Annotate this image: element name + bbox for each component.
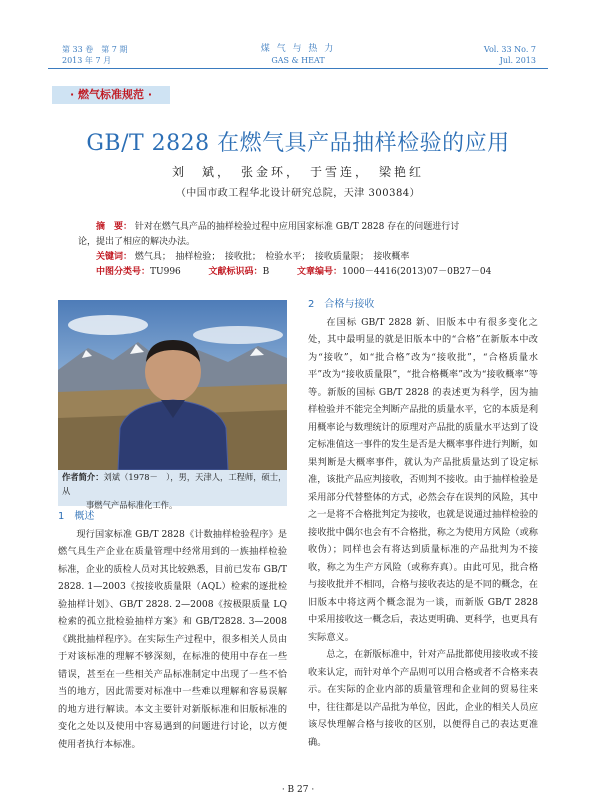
- section-2-paragraph-1: [308, 314, 538, 647]
- section-tag: · 燃气标准规范 ·: [52, 86, 170, 104]
- caption-line1: [58, 470, 287, 498]
- section-2-text-line: 念混为一谈，而新版 GB/T 2828 中采用接收这一概: [308, 596, 538, 625]
- classification-line: [78, 265, 524, 280]
- abstract-line: [78, 220, 524, 235]
- header-date: 2013 年 7 月: [62, 56, 112, 65]
- section-2-text-line: 用部分代替整体的方式，必然会存在误判的风险，其: [317, 491, 529, 503]
- header-journal-en: GAS & HEAT: [271, 56, 325, 65]
- section-2-text-line: 中改为“接收”，如“批合格”改为“接收批”，“合格: [308, 334, 538, 363]
- abstract-text-cont: 论，提出了相应的解决办法。: [78, 237, 196, 247]
- section-1-text-line: 2828. 3—2008《跳批抽样程序》。在实际生产过程: [58, 616, 287, 645]
- abstract-label: 摘 要：: [96, 222, 133, 232]
- section-2-text-line: 此，企业的相关人员应该尽快理解合格与接收的区: [308, 701, 539, 730]
- section-2-text-line: 真）。由此可见，批合格与接收批并不相同，合格与: [308, 561, 539, 590]
- keywords-label: 关键词：: [96, 252, 133, 262]
- right-column: [308, 296, 538, 751]
- abstract-block: [78, 220, 524, 280]
- section-2-text-line: 别，以便得自己的表达更准确。: [308, 719, 539, 748]
- abstract-text: 针对在燃气具产品的抽样检验过程中应用国家标准 GB/T 2828 存在的问题进行讨: [134, 222, 460, 232]
- header-date-en: Jul. 2013: [499, 56, 536, 65]
- page-number: · B 27 ·: [281, 785, 315, 795]
- clc-label: 中图分类号：: [96, 267, 151, 277]
- section-1-text-line: 标准的使用中存在一些错误，甚至在一些相关产品: [58, 651, 288, 680]
- header-vol-en: Vol. 33 No. 7: [483, 45, 536, 54]
- doc-code-value: B: [262, 267, 270, 277]
- keywords: 燃气具； 抽样检验； 接收批； 检验水平； 接收质量限； 接收概率: [134, 252, 410, 262]
- keywords-line: [78, 250, 524, 265]
- section-2-text-line: 接收表达的是不同的概念，在旧版本中将这两个概: [308, 579, 538, 608]
- section-1-text-line: 样检验标准，企业的质检人员对其比较熟悉，目前已: [58, 546, 288, 575]
- section-2-text-line: 不合格来表示。在实际的企业内部的质量管理和企: [308, 666, 539, 695]
- section-1-paragraph: [58, 526, 287, 754]
- section-2-text-line: 念后，表达更明确、更科学，也更具有实际意义。: [308, 614, 539, 643]
- section-2-text-line: 的发生是否是大概率事件进行判断，如果判断是大: [308, 439, 539, 468]
- section-1-text-line: 极限质量 LQ 检索的孤立批检验抽样方案》和 GB/T: [58, 598, 287, 627]
- section-2-text-line: 不接收来认定，而针对单个产品则可以用合格或者: [308, 649, 539, 678]
- authors: 刘 斌， 张金环， 于雪连， 梁艳红: [171, 165, 424, 179]
- section-2-text-line: 概率事件，就认为产品批质量达到了设定标准，该批: [308, 456, 539, 485]
- doc-code-label: 文献标识码：: [208, 267, 263, 277]
- section-1-text-line: 是燃气具生产企业在质量管理中经常用到的一族抽: [58, 528, 287, 557]
- page-title: GB/T 2828 在燃气具产品抽样检验的应用: [86, 131, 510, 156]
- section-1-text-line: 标准制定中出现了一些不恰当的地方，因此需要对: [58, 668, 288, 697]
- section-2-text-line: 业间的贸易往来中，往往都是以产品批为单位，因: [308, 684, 539, 713]
- section-2-text-line: 样检验的接收批中偶尔也会有不合格批，称之为使: [308, 509, 539, 538]
- section-2-text-line: 质量水平，它的本质是利用概率论与数理统计的原: [308, 404, 539, 433]
- section-1-text-line: 发布 GB/T 2828. 1—2003《按接收质量限（AQL）检: [58, 563, 287, 592]
- section-1-text-line: 中，很多相关人员由于对该标准的理解不够深刻，在: [58, 633, 288, 662]
- section-2-text-line: 理对产品批的质量水平达到了设定标准值这一事件: [308, 421, 539, 450]
- section-2-text-line: 产品应判接收，否则判不接收。由于抽样检验是采: [308, 474, 539, 503]
- section-2-text-line: 中之一是将不合格批判定为接收，也就是说通过抽: [308, 491, 539, 520]
- section-1-text-line: 现行国家标准 GB/T 2828《计数抽样检验程序》: [76, 528, 278, 540]
- caption-label: 作者简介：: [62, 472, 104, 482]
- photo-caption: [58, 470, 287, 510]
- section-2-text-line: 处，其中最明显的就是旧版本中的“合格”在新版本: [308, 334, 520, 345]
- section-1-text-line: 索的逐批检验抽样计划》、GB/T 2828. 2—2008《按: [58, 581, 288, 610]
- section-2-text-line: “接收概率”等等。新版的国标 GB/T 2828 的表述: [308, 369, 538, 398]
- caption-line2: 事燃气产品标准化工作。: [86, 500, 178, 510]
- section-1-text-line: 本文主要针对新版标准和旧版标准的变化之处以及: [58, 703, 288, 732]
- section-2-text-line: 总之，在新版标准中，针对产品批都使用接收或: [326, 649, 520, 660]
- header-volume: 第 33 卷 第 7 期: [62, 45, 128, 54]
- header-divider: [48, 68, 548, 69]
- section-1-text-line: 使用中容易遇到的问题进行讨论，以方便使用者执: [58, 721, 288, 750]
- article-no-label: 文章编号：: [296, 267, 342, 277]
- clc-value: TU996: [150, 267, 181, 277]
- section-2-paragraph-2: [308, 646, 538, 751]
- section-2-heading: 2 合格与接收: [308, 299, 375, 310]
- section-1-heading: 1 概述: [58, 511, 95, 522]
- section-2-text-line: 的产品批判为不接收，称之为生产方风险（或称弃: [308, 544, 539, 573]
- header-journal-title: 煤 气 与 热 力: [260, 44, 336, 54]
- left-column: [58, 508, 287, 753]
- section-2-text-line: 质量水平”改为“接收质量限”，“批合格概率”改为: [308, 351, 538, 380]
- section-2-text-line: 更为科学，因为抽样检验并不能完全判断产品批的: [308, 386, 539, 415]
- author-photo: [58, 300, 287, 470]
- section-1-text-line: 行本标准。: [94, 738, 141, 750]
- affiliation: （中国市政工程华北设计研究总院，天津 300384）: [175, 188, 421, 199]
- section-2-text-line: 用方风险（或称收伪）；同样也会有将达到质量标准: [308, 526, 538, 555]
- section-2-text-line: 在国标 GB/T 2828 新、旧版本中有很多变化之: [326, 316, 538, 328]
- section-1-text-line: 标准中一些难以理解和容易误解的地方进行解读。: [58, 686, 288, 715]
- article-no-value: 1000－4416(2013)07－0B27－04: [341, 267, 492, 277]
- caption-text: 刘斌（1978－ ），男，天津人，工程师，硕士，从: [62, 472, 287, 496]
